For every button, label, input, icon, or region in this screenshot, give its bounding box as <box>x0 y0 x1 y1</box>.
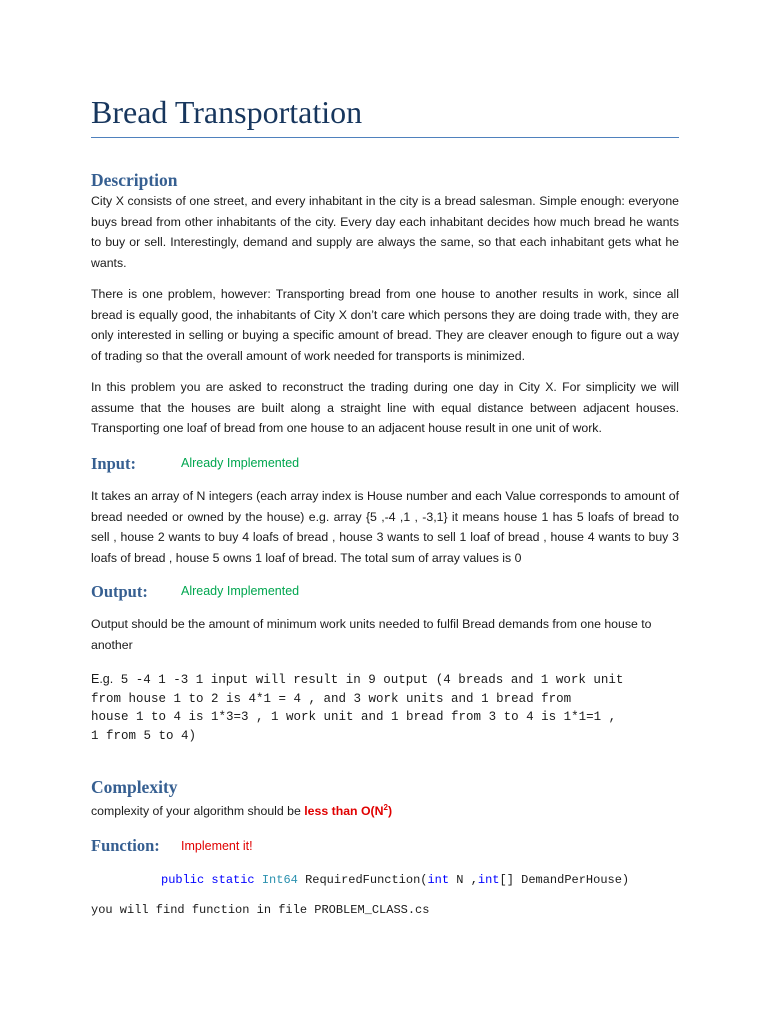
description-paragraph-3: In this problem you are asked to reconstruct the trading during one day in City X. For simplicity we will assume that the houses are built along a straight line with equal distance between adjacent houses. Transporting one loaf of bread from one house to an adjacent house result in one unit of work. <box>91 380 679 436</box>
example-line-1 <box>91 670 679 690</box>
output-example <box>91 670 679 746</box>
complexity-exponent: 2 <box>383 803 388 812</box>
document-title: Bread Transportation <box>91 94 363 130</box>
param-n: N , <box>449 873 478 887</box>
description-heading: Description <box>91 170 178 190</box>
function-status-tag: Implement it! <box>181 839 253 853</box>
function-name: RequiredFunction( <box>305 873 428 887</box>
input-status-tag: Already Implemented <box>181 456 300 470</box>
file-location-note: you will find function in file PROBLEM_CLASS.cs <box>91 903 430 917</box>
keyword-int-1: int <box>427 873 450 887</box>
complexity-text: complexity of your algorithm should be <box>91 804 305 818</box>
output-heading: Output: <box>91 582 148 601</box>
complexity-bound-text: less than O(N <box>304 804 384 818</box>
output-paragraph: Output should be the amount of minimum work units needed to fulfil Bread demands from one house to another <box>91 617 652 652</box>
example-line-2: from house 1 to 2 is 4*1 = 4 , and 3 work units and 1 bread from <box>91 691 572 706</box>
complexity-bound <box>304 804 392 818</box>
complexity-requirement <box>91 803 392 818</box>
title-underline <box>91 137 679 138</box>
keyword-public: public <box>161 873 205 887</box>
example-lead: E.g. <box>91 672 114 686</box>
output-status-tag: Already Implemented <box>181 584 300 598</box>
function-heading: Function: <box>91 836 160 855</box>
description-paragraph-2: There is one problem, however: Transporting bread from one house to another results in work, since all bread is equally good, the inhabitants of City X don’t care which persons they are doing trade with, they are only interested in selling or buying a specific amount of bread. They are cleaver enough to figure out a way of trading so that the overall amount of work needed for transports is minimized. <box>91 287 679 363</box>
input-paragraph: It takes an array of N integers (each array index is House number and each Value corresponds to amount of bread needed or owned by the house) e.g. array {5 ,-4 ,1 , -3,1} it means house 1 has 5 loafs of bread to sell , house 2 wants to buy 4 loafs of bread , house 3 wants to sell 1 loaf of bread , house 4 wants to buy 3 loafs of bread , house 5 owns 1 loaf of bread. The total sum of array values is 0 <box>91 489 679 565</box>
complexity-heading: Complexity <box>91 777 178 797</box>
return-type: Int64 <box>261 873 298 887</box>
keyword-int-2: int <box>477 873 500 887</box>
example-line-3: house 1 to 4 is 1*3=3 , 1 work unit and 1 bread from 3 to 4 is 1*1=1 , <box>91 710 617 725</box>
example-line-4: 1 from 5 to 4) <box>91 729 197 744</box>
param-demand: [] DemandPerHouse) <box>499 873 630 887</box>
input-heading: Input: <box>91 454 136 473</box>
function-signature <box>161 873 629 887</box>
example-line-1-text: 5 -4 1 -3 1 input will result in 9 output (4 breads and 1 work unit <box>113 673 624 687</box>
complexity-bound-close: ) <box>387 804 393 818</box>
description-paragraph-1: City X consists of one street, and every inhabitant in the city is a bread salesman. Simple enough: everyone buys bread from other inhabitants of the city. Every day each inhabitant decides how much bread he wants to buy or sell. Interestingly, demand and supply are always the same, so that each inhabitant gets what he wants. <box>91 194 679 270</box>
keyword-static: static <box>211 873 255 887</box>
